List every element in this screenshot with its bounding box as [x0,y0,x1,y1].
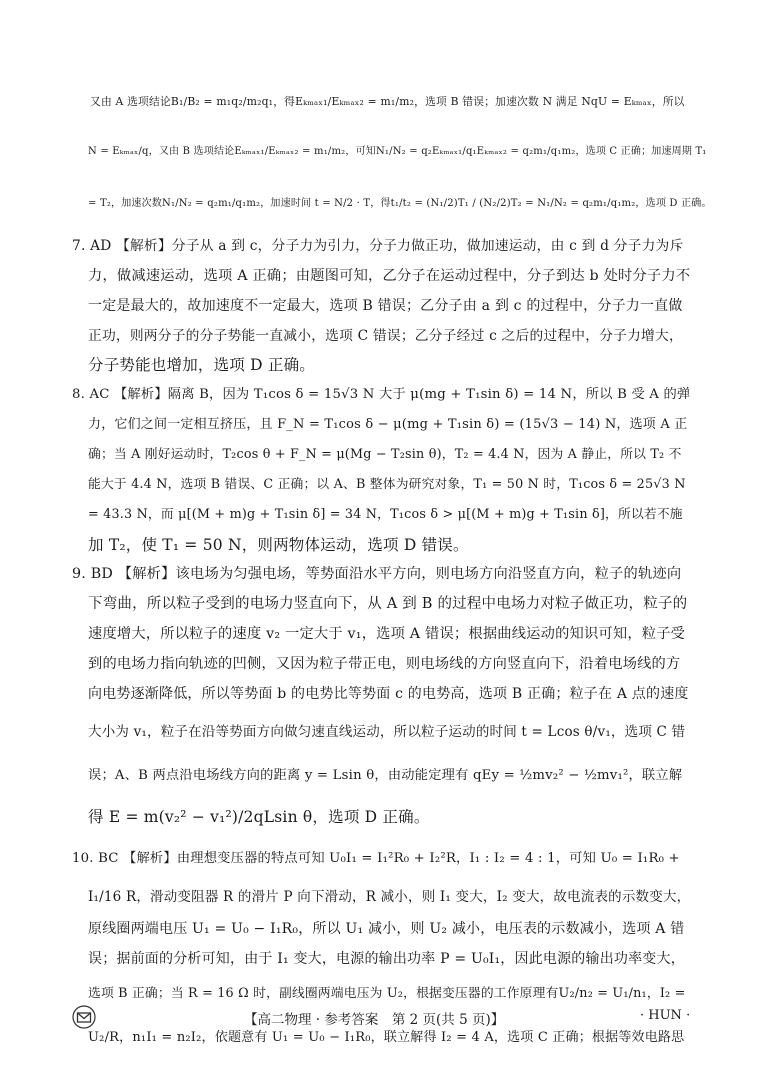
text-line: 速度增大，所以粒子的速度 v₂ 一定大于 v₁，选项 A 错误；根据曲线运动的知识可知，粒子受 [88,626,686,642]
text-line: 又由 A 选项结论B₁/B₂ = m₁q₂/m₂q₁，得Eₖₘₐₓ₁/Eₖₘₐₓ₂ = m₁/m₂，选项 B 错误；加速次数 N 满足 NqU = Eₖₘₐₓ，所以 [90,95,685,108]
text-line: 力，做减速运动，选项 A 正确；由题图可知，乙分子在运动过程中，分子到达 b 处时分子力不 [88,268,691,284]
text-line: N = Eₖₘₐₓ/q，又由 B 选项结论Eₖₘₐₓ₁/Eₖₘₐₓ₂ = m₁/m₂，可知N₁/N₂ = q₂Eₖₘₐₓ₁/q₁Eₖₘₐₓ₂ = q₂m₁/q₁m₂，选项 C 正确；加速周期 T₁ [88,146,707,157]
text-line: U₂/R，n₁I₁ = n₂I₂，依题意有 U₁ = U₀ − I₁R₀，联立解得 I₂ = 4 A，选项 C 正确；根据等效电路思 [88,1030,685,1045]
text-line: 确；当 A 刚好运动时，T₂cos θ + F_N = μ(Mg − T₂sin θ)，T₂ = 4.4 N，因为 A 静止，所以 T₂ 不 [88,447,682,462]
text-line: 大小为 v₁，粒子在沿等势面方向做匀速直线运动，所以粒子运动的时间 t = Lcos θ/v₁，选项 C 错 [88,724,686,740]
answer-7-line: 7. AD 【解析】分子从 a 到 c，分子力为引力，分子力做正功，做加速运动，由 c 到 d 分子力为斥 [72,238,684,254]
text-line: 向电势逐渐降低，所以等势面 b 的电势比等势面 c 的电势高，选项 B 正确；粒子在 A 点的速度 [88,686,689,702]
answer-10-line: 10. BC 【解析】由理想变压器的特点可知 U₀I₁ = I₁²R₀ + I₂²R，I₁ : I₂ = 4 : 1，可知 U₀ = I₁R₀ + [72,851,680,866]
text-line: 能大于 4.4 N，选项 B 错误、C 正确；以 A、B 整体为研究对象，T₁ = 50 N 时，T₁cos δ = 25√3 N [88,477,686,492]
text-line: 加 T₂，使 T₁ = 50 N，则两物体运动，选项 D 错误。 [88,536,469,554]
text-line: 误；A、B 两点沿电场线方向的距离 y = Lsin θ，由动能定理有 qEy = ½mv₂² − ½mv₁²，联立解 [88,768,683,783]
text-line: I₁/16 R，滑动变阻器 R 的滑片 P 向下滑动，R 减小，则 I₁ 变大，I₂ 变大，故电流表的示数变大， [88,889,691,905]
text-line: 得 E = m(v₂² − v₁²)/2qLsin θ，选项 D 正确。 [88,808,430,826]
envelope-logo-icon [72,1005,96,1029]
text-line: 正功，则两分子的分子势能一直减小，选项 C 错误；乙分子经过 c 之后的过程中，分子力增大， [88,328,683,344]
text-line: 分子势能也增加，选项 D 正确。 [88,356,315,374]
text-line: = T₂，加速次数N₁/N₂ = q₂m₁/q₁m₂，加速时间 t = N/2 · T，得t₁/t₂ = (N₁/2)T₁ / (N₂/2)T₂ = N₁/N₂ = q₂m₁/q₁m₂，选项 D 正确。 [88,198,712,209]
text-line: 原线圈两端电压 U₁ = U₀ − I₁R₀，所以 U₁ 减小，则 U₂ 减小，电压表的示数减小，选项 A 错 [88,921,685,937]
text-line: 到的电场力指向轨迹的凹侧，又因为粒子带正电，则电场线的方向竖直向下，沿着电场线的方 [88,656,681,672]
footer-page-info: 【高二物理 · 参考答案 第 2 页(共 5 页)】 [244,1012,505,1028]
text-line: 选项 B 正确；当 R = 16 Ω 时，副线圈两端电压为 U₂，根据变压器的工作原理有U₂/n₂ = U₁/n₁，I₂ = [88,986,686,1001]
answer-8-line: 8. AC 【解析】隔离 B，因为 T₁cos δ = 15√3 N 大于 μ(mg + T₁sin δ) = 14 N，所以 B 受 A 的弹 [72,387,691,402]
text-line: 误；据前面的分析可知，由于 I₁ 变大，电源的输出功率 P = U₀I₁，因此电源的输出功率变大， [88,951,685,967]
footer-code: · HUN · [640,1008,691,1023]
text-line: 下弯曲，所以粒子受到的电场力竖直向下，从 A 到 B 的过程中电场力对粒子做正功，粒子的 [88,596,688,612]
answer-9-line: 9. BD 【解析】该电场为匀强电场，等势面沿水平方向，则电场方向沿竖直方向，粒子的轨迹向 [72,566,682,582]
text-line: 力，它们之间一定相互挤压，且 F_N = T₁cos δ − μ(mg + T₁sin δ) = (15√3 − 14) N，选项 A 正 [88,417,688,432]
text-line: = 43.3 N，而 μ[(M + m)g + T₁sin δ] = 34 N，T₁cos δ > μ[(M + m)g + T₁sin δ]，所以若不施 [88,507,683,522]
text-line: 一定是最大的，故加速度不一定最大，选项 B 错误；乙分子由 a 到 c 的过程中，分子力一直做 [88,298,683,314]
